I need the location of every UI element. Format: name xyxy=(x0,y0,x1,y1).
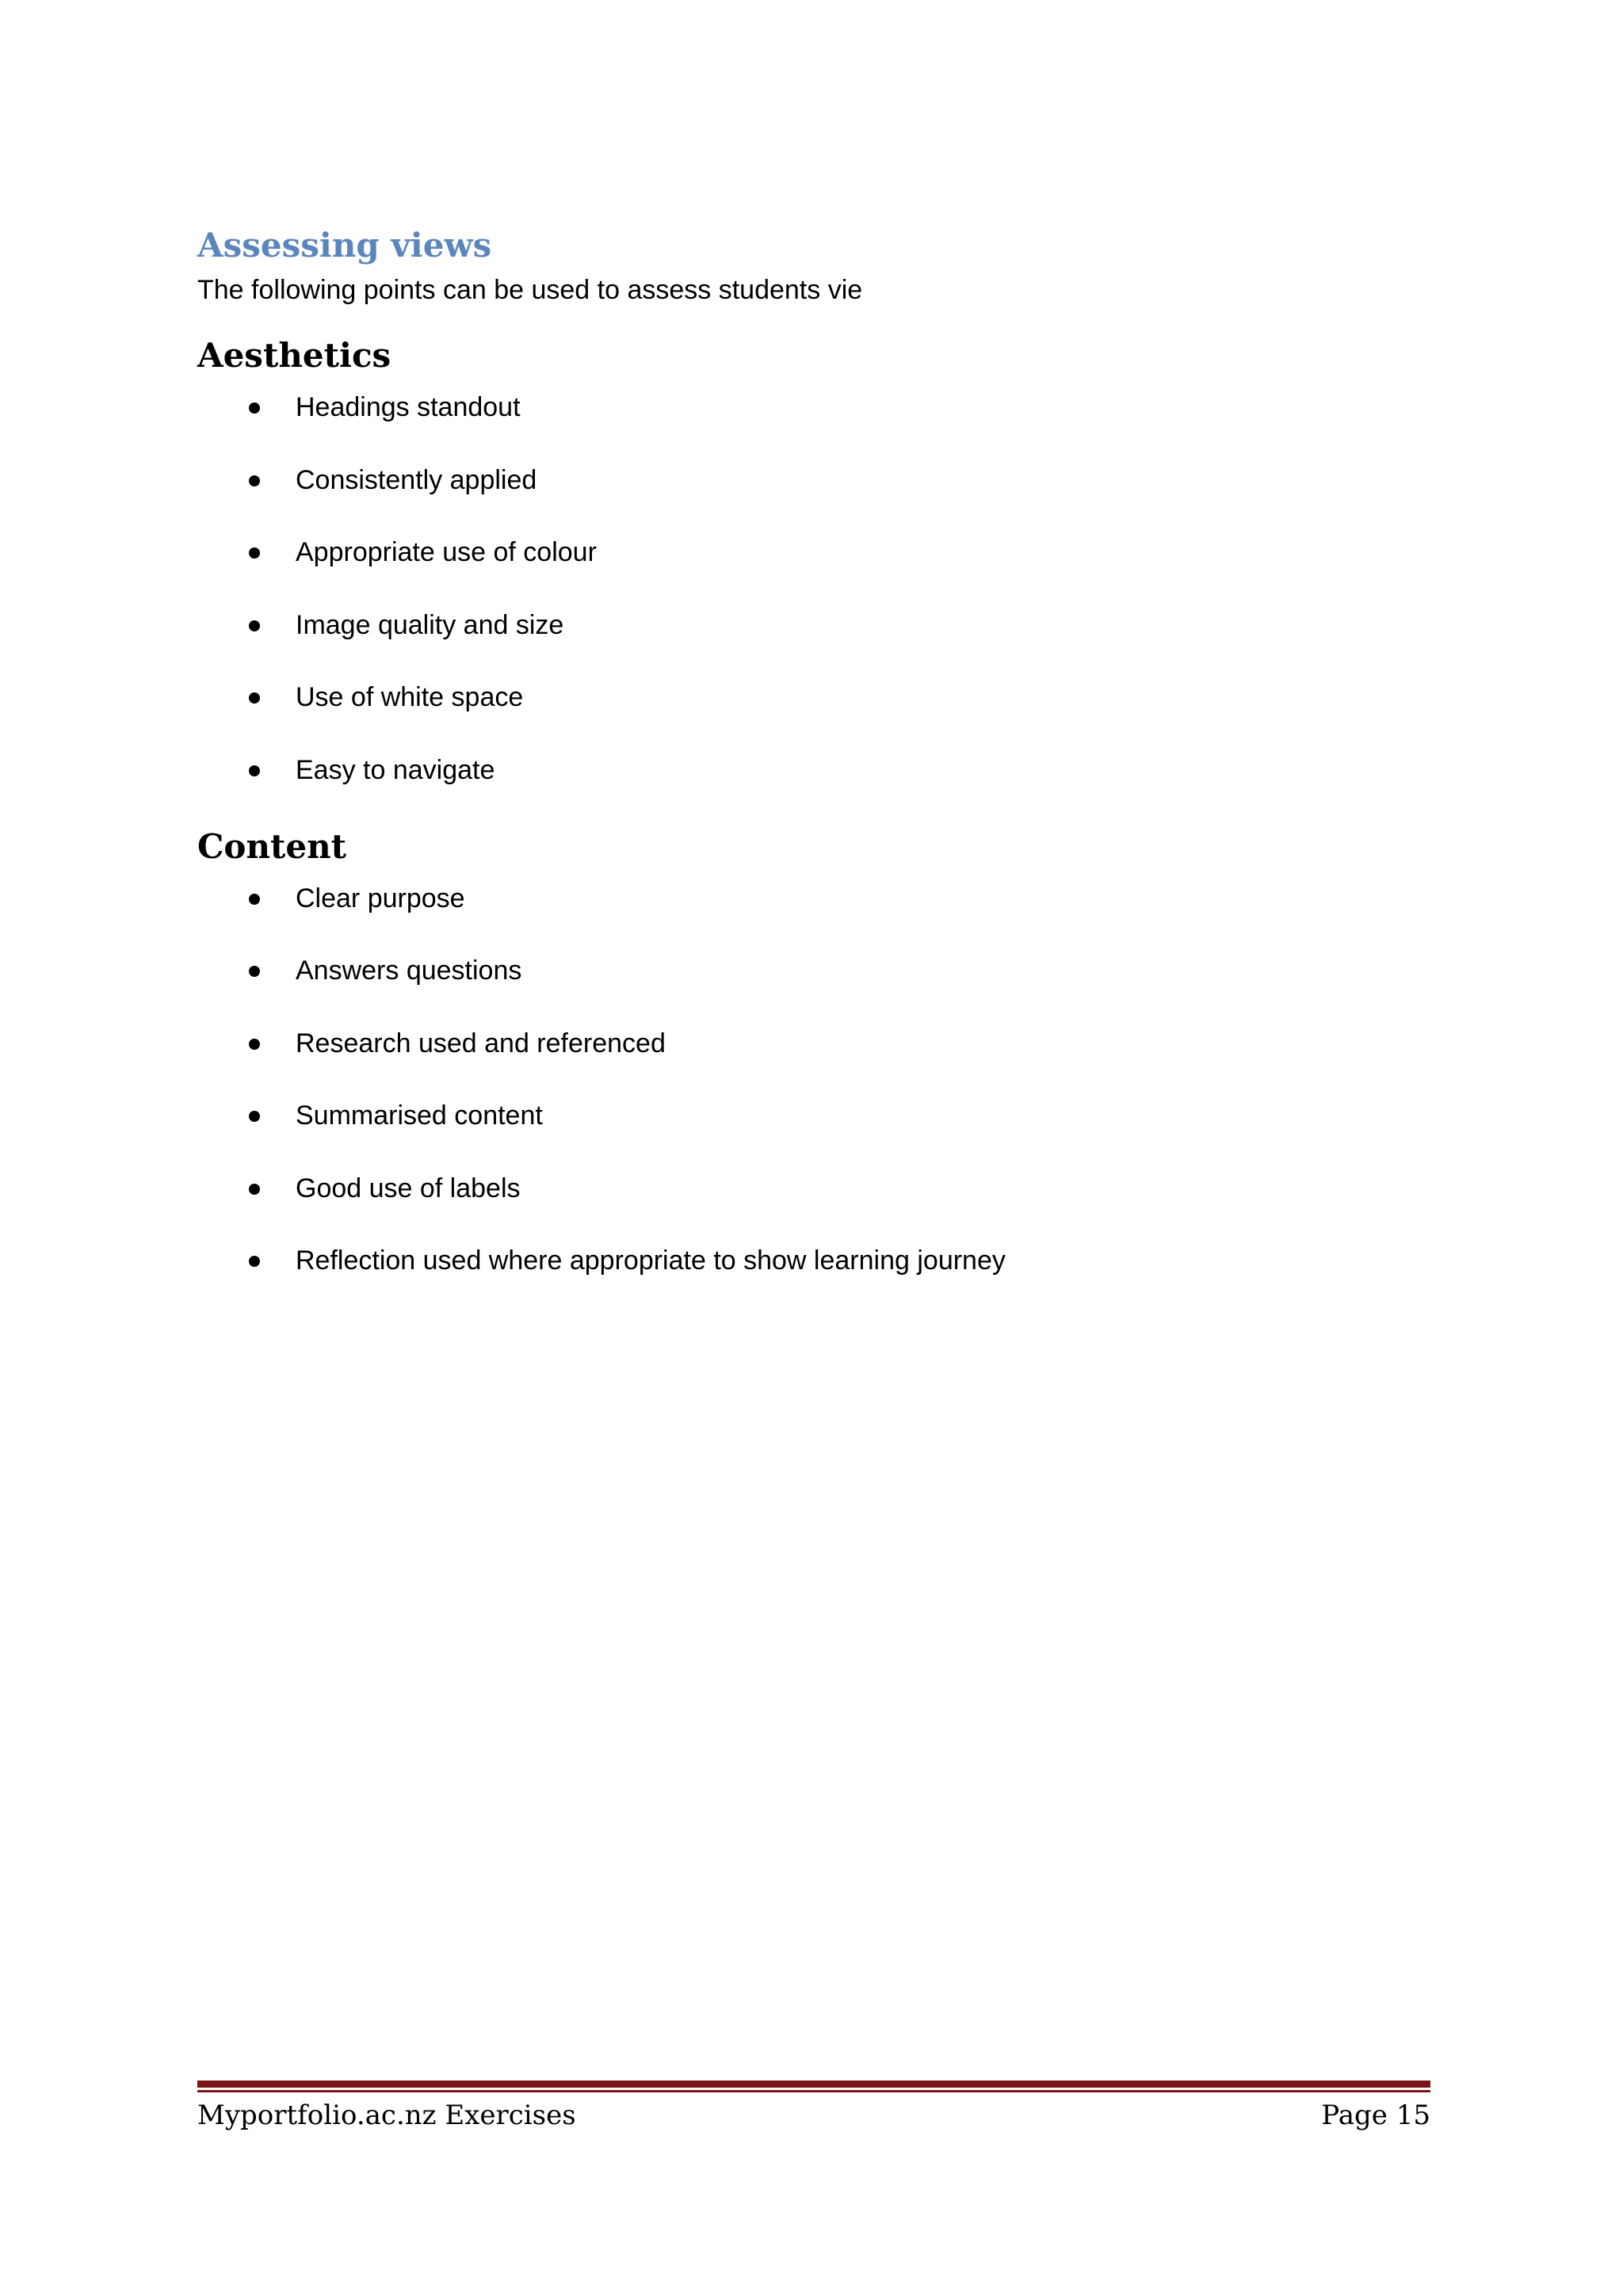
page-footer xyxy=(197,2096,1430,2134)
list-item xyxy=(197,1168,1434,1209)
list-item xyxy=(197,1095,1434,1136)
list-item xyxy=(197,605,1434,646)
list-item-text: Headings standout xyxy=(296,392,521,422)
list-item xyxy=(197,749,1434,791)
list-item-text: Consistently applied xyxy=(296,464,537,495)
list-item xyxy=(197,387,1434,428)
list-item-text: Answers questions xyxy=(296,955,522,986)
list-item-text: Image quality and size xyxy=(296,609,564,640)
bullet-icon xyxy=(249,475,260,486)
bullet-icon xyxy=(249,1039,260,1050)
heading-aesthetics: Aesthetics xyxy=(197,336,391,375)
bullet-icon xyxy=(249,620,260,631)
list-item xyxy=(197,460,1434,501)
list-item-text: Clear purpose xyxy=(296,883,465,913)
bullet-icon xyxy=(249,1184,260,1195)
aesthetics-list xyxy=(197,387,1434,791)
bullet-icon xyxy=(249,1256,260,1267)
footer-divider xyxy=(197,2081,1430,2088)
list-item xyxy=(197,532,1434,573)
page-content xyxy=(197,222,1434,1313)
list-item-text: Good use of labels xyxy=(296,1173,521,1203)
list-item xyxy=(197,878,1434,919)
bullet-icon xyxy=(249,692,260,704)
heading-content: Content xyxy=(197,826,347,866)
bullet-icon xyxy=(249,547,260,559)
list-item xyxy=(197,677,1434,718)
list-item xyxy=(197,950,1434,991)
list-item-text: Research used and referenced xyxy=(296,1028,666,1058)
list-item-text: Appropriate use of colour xyxy=(296,537,597,567)
page-title: Assessing views xyxy=(197,226,492,265)
bullet-icon xyxy=(249,966,260,977)
bullet-icon xyxy=(249,402,260,414)
footer-divider-thin xyxy=(197,2090,1430,2092)
list-item xyxy=(197,1240,1434,1281)
bullet-icon xyxy=(249,1111,260,1122)
bullet-icon xyxy=(249,765,260,776)
page-number: Page 15 xyxy=(1321,2100,1430,2131)
list-item xyxy=(197,1023,1434,1064)
list-item-text: Summarised content xyxy=(296,1100,543,1131)
list-item-text: Use of white space xyxy=(296,682,524,712)
list-item-text: Reflection used where appropriate to show learning journey xyxy=(296,1245,1006,1276)
content-list xyxy=(197,878,1434,1282)
intro-paragraph: The following points can be used to assess students vie xyxy=(197,275,863,305)
bullet-icon xyxy=(249,894,260,905)
list-item-text: Easy to navigate xyxy=(296,754,495,785)
footer-document-title: Myportfolio.ac.nz Exercises xyxy=(197,2100,576,2131)
